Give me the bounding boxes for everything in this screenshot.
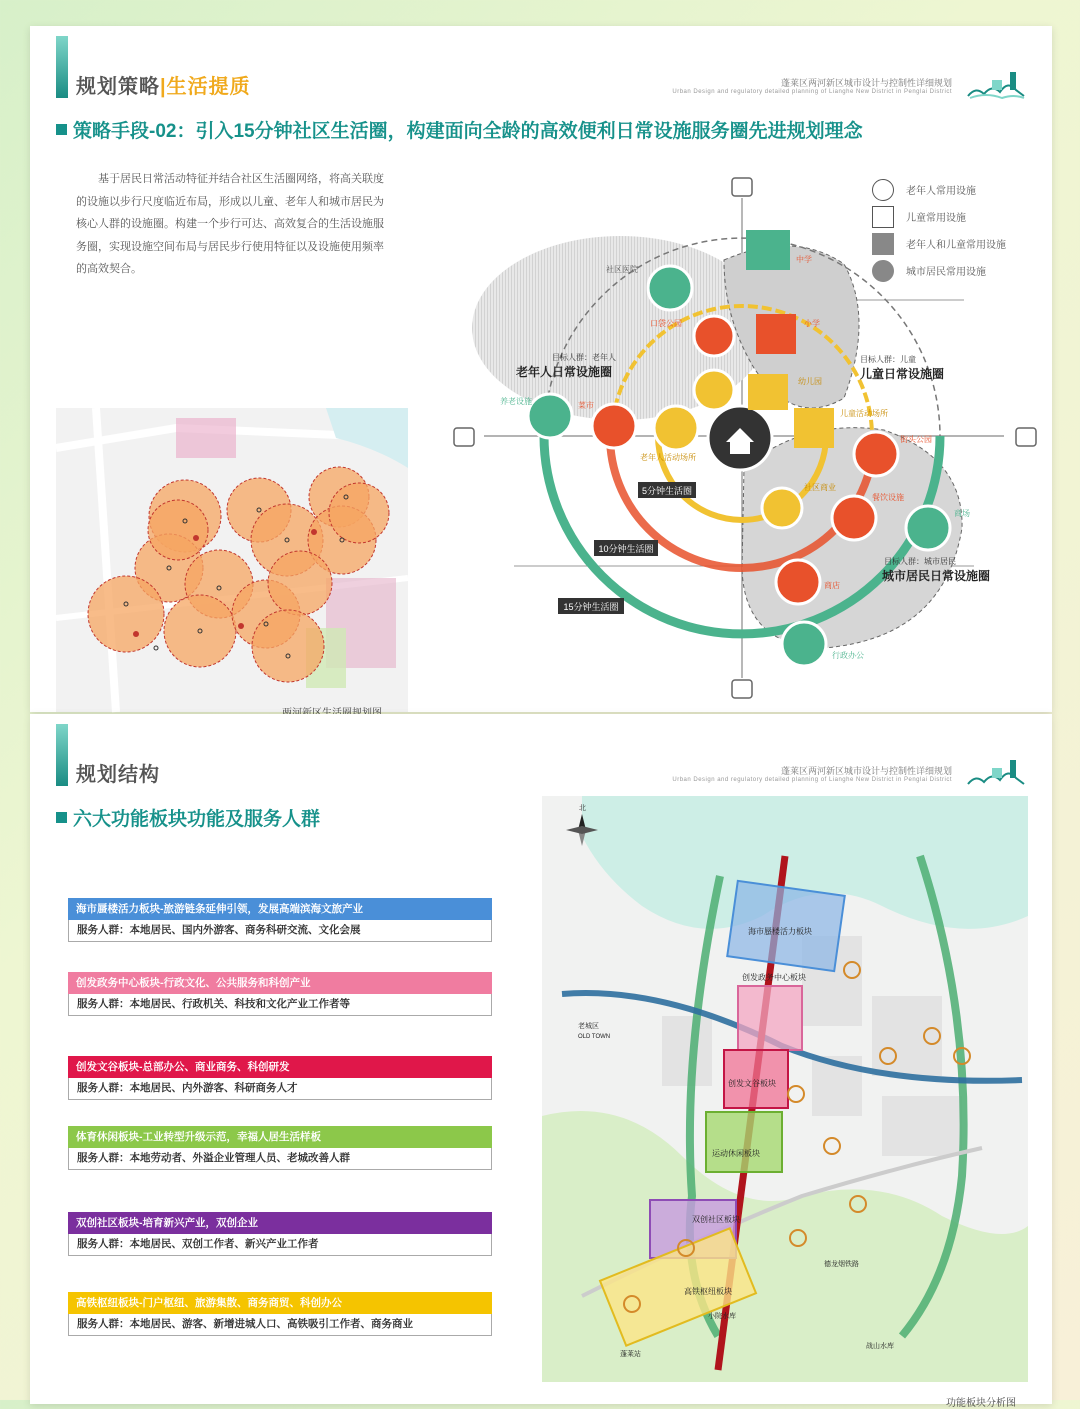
map-block-1 [727,881,845,971]
residents-target: 目标人群：城市居民 [884,557,956,566]
block-4: 体育休闲板块-工业转型升级示范，幸福人居生活样板 服务人群：本地劳动者、外溢企业管理人员、老城改善人群 [68,1126,492,1170]
section-accent-bar [56,36,68,98]
square-gray-icon [872,233,894,255]
life-circle-map [56,408,408,712]
fac-community-commerce: 社区商业 [804,483,836,492]
circle-gray-icon [872,260,894,282]
block-2: 创发政务中心板块-行政文化、公共服务和科创产业 服务人群：本地居民、行政机关、科技和文化产业工作者等 [68,972,492,1016]
section-sep: | [160,76,167,98]
city-logo-icon [966,66,1026,100]
legend-elderly: 老年人常用设施 [872,176,1006,203]
block-6: 高铁枢纽板块-门户枢纽、旅游集散、商务商贸、科创办公 服务人群：本地居民、游客、新增进城人口、高铁吸引工作者、商务商业 [68,1292,492,1336]
fac-kindergarten: 幼儿园 [798,377,822,386]
block-1: 海市蜃楼活力板块-旅游链条延伸引领，发展高端滨海文旅产业 服务人群：本地居民、国内外游客、商务科研交流、文化会展 [68,898,492,942]
function-block-map [542,796,1028,1382]
ring-15min: 15分钟生活圈 [563,602,619,612]
section-accent-bar [56,724,68,786]
label-b6: 高铁枢纽板块 [684,1287,732,1296]
legend [872,176,1006,284]
map-block-4 [706,1112,782,1172]
city-logo-icon [966,754,1026,788]
fac-street-park: 街头公园 [900,435,932,444]
fac-middle-school: 中学 [796,255,812,264]
brand-en: Urban Design and regulatory detailed planning of Lianghe New District in Penglai District [672,89,952,95]
legend-residents: 城市居民常用设施 [872,257,1006,284]
block-3: 创发文谷板块-总部办公、商业商务、科创研发 服务人群：本地居民、内外游客、科研商务人才 [68,1056,492,1100]
fac-admin: 行政办公 [832,651,864,660]
slide-planning-structure [30,714,1052,1409]
label-railway: 德龙烟铁路 [824,1261,859,1268]
section-main: 规划策略 [76,76,160,98]
strategy-paragraph: 基于居民日常活动特征并结合社区生活圈网络，将高关联度的设施以步行尺度临近布局，形成以儿童、老年人和城市居民为核心人群的设施圈。构建一个步行可达、高效复合的生活设施服务圈，实现设施空间布局与居民步行使用特征以及设施使用频率的高效契合。 [76,173,384,275]
label-station: 蓬莱站 [620,1351,641,1358]
block-5: 双创社区板块-培育新兴产业，双创企业 服务人群：本地居民、双创工作者、新兴产业工作者 [68,1212,492,1256]
circle-outline-icon [872,179,894,201]
label-b3: 创发文谷板块 [728,1079,776,1088]
label-b5: 双创社区板块 [692,1215,740,1224]
fac-dining: 餐饮设施 [872,493,904,502]
fac-market: 菜市 [578,401,594,410]
elderly-target: 目标人群：老年人 [552,353,616,362]
legend-children: 儿童常用设施 [872,203,1006,230]
fac-elderly-activity: 老年人活动场所 [640,453,696,462]
fac-pocket-park: 口袋公园 [650,319,682,328]
legend-both: 老年人和儿童常用设施 [872,230,1006,257]
label-old-town-en: OLD TOWN [578,1034,611,1040]
label-reservoir-2: 战山水库 [866,1343,894,1350]
section-title [76,70,251,99]
function-map-caption: 功能板块分析图 [946,1398,1016,1409]
brand-cn: 蓬莱区两河新区城市设计与控制性详细规划 [780,78,952,88]
label-b2: 创发政务中心板块 [742,973,806,982]
section-title: 规划结构 [76,764,160,786]
elderly-circle-name: 老年人日常设施圈 [516,365,613,379]
slide-life-circle [30,26,1052,712]
compass-north: 北 [579,805,586,812]
label-b1: 海市蜃楼活力板块 [748,927,812,936]
children-circle-name: 儿童日常设施圈 [860,367,945,381]
fac-shop: 商店 [824,581,840,590]
brand-text [672,76,952,95]
fac-elderly-care: 养老设施 [500,397,532,406]
structure-heading: 六大功能板块功能及服务人群 [56,804,320,831]
fac-mall: 商场 [954,509,970,518]
label-reservoir-1: 小院水库 [708,1313,736,1320]
section-sub: 生活提质 [166,76,251,98]
map-block-2 [738,986,802,1050]
children-target: 目标人群：儿童 [860,355,916,364]
label-b4: 运动休闲板块 [712,1149,760,1158]
strategy-heading-text: 策略手段-02：引入15分钟社区生活圈，构建面向全龄的高效便利日常设施服务圈先进规划理念 [73,121,863,142]
ring-5min: 5分钟生活圈 [641,486,693,496]
fac-primary-school: 小学 [804,319,820,328]
residents-circle-name: 城市居民日常设施圈 [882,569,991,583]
fac-hospital: 社区医院 [606,265,638,274]
square-outline-icon [872,206,894,228]
label-old-town: 老城区 [578,1023,599,1030]
ring-10min: 10分钟生活圈 [598,544,654,554]
fac-children-activity: 儿童活动场所 [840,409,888,418]
brand-text: 蓬莱区两河新区城市设计与控制性详细规划 Urban Design and regulatory detailed planning of Lianghe New District in Penglai District [672,766,952,783]
strategy-heading [56,116,863,143]
